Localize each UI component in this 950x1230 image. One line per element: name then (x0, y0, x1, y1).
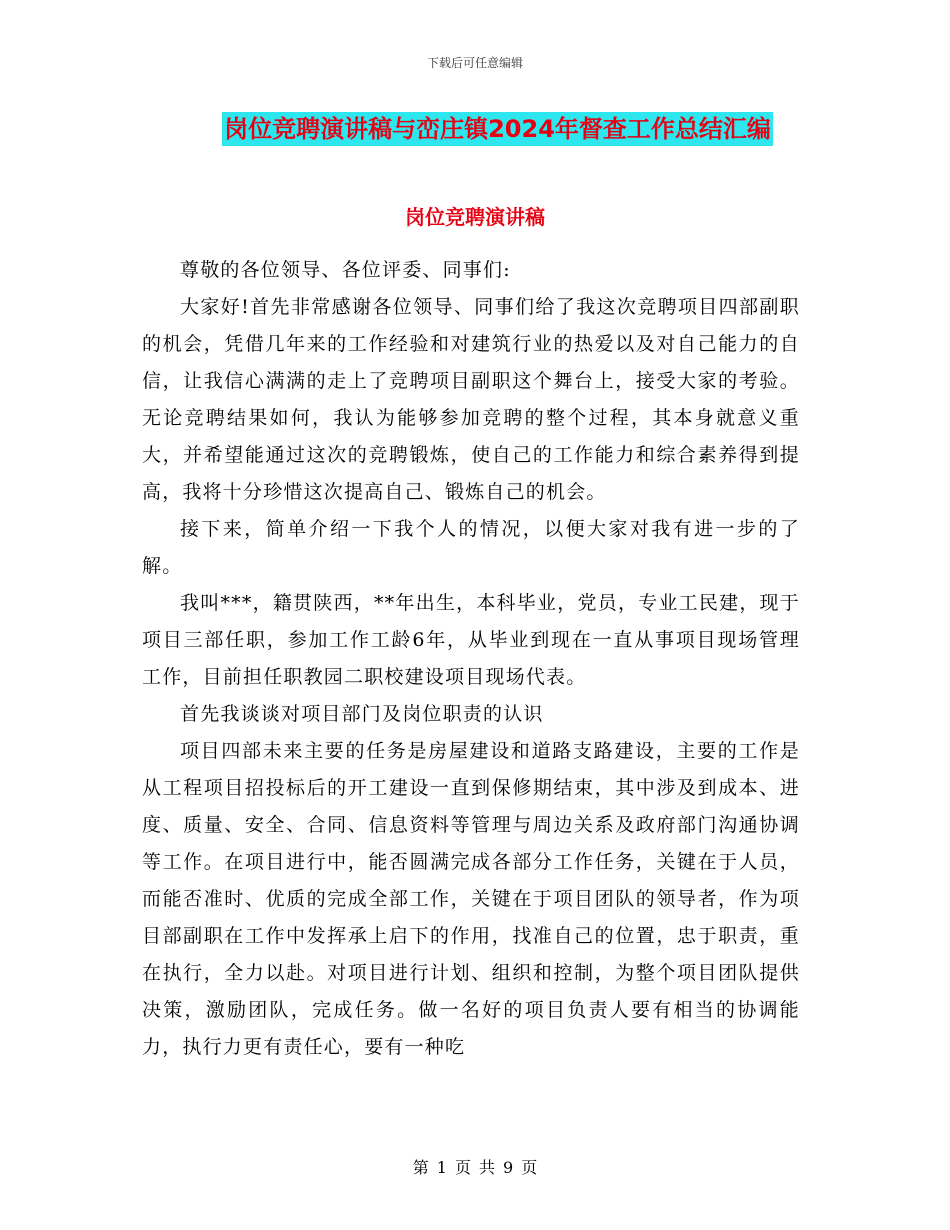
paragraph-self-introduction: 我叫***，籍贯陕西，**年出生，本科毕业，党员，专业工民建，现于项目三部任职，参加工作工龄6年，从毕业到现在一直从事项目现场管理工作，目前担任职教园二职校建设项目现场代表。 (142, 592, 800, 688)
paragraph-subheading: 首先我谈谈对项目部门及岗位职责的认识 (180, 703, 544, 725)
footer-total-pages: 9 (503, 1158, 514, 1177)
document-title (0, 112, 950, 146)
footer-total-word: 共 (479, 1158, 496, 1177)
paragraph-intro: 接下来，简单介绍一下我个人的情况，以便大家对我有进一步的了解。 (142, 518, 800, 577)
paragraph-department-duties: 项目四部未来主要的任务是房屋建设和道路支路建设，主要的工作是从工程项目招投标后的开工建设一直到保修期结束，其中涉及到成本、进度、质量、安全、合同、信息资料等管理与周边关系及政府部门沟通协调等工作。在项目进行中，能否圆满完成各部分工作任务，关键在于人员，而能否准时、优质的完成全部工作，关键在于项目团队的领导者，作为项目部副职在工作中发挥承上启下的作用，找准自己的位置，忠于职责，重在执行，全力以赴。对项目进行计划、组织和控制，为整个项目团队提供决策，激励团队，完成任务。做一名好的项目负责人要有相当的协调能力，执行力更有责任心，要有一种吃 (142, 740, 800, 1058)
footer-suffix: 页 (521, 1158, 538, 1177)
header-note: 下载后可任意编辑 (426, 56, 523, 70)
section-title: 岗位竞聘演讲稿 (405, 205, 545, 229)
paragraph-greeting: 尊敬的各位领导、各位评委、同事们: (180, 259, 511, 281)
footer-page-word: 页 (454, 1158, 471, 1177)
page-footer (0, 1155, 950, 1178)
footer-prefix: 第 (412, 1158, 429, 1177)
paragraph-opening: 大家好!首先非常感谢各位领导、同事们给了我这次竞聘项目四部副职的机会，凭借几年来的工作经验和对建筑行业的热爱以及对自己能力的自信，让我信心满满的走上了竞聘项目副职这个舞台上，接受大家的考验。无论竞聘结果如何，我认为能够参加竞聘的整个过程，其本身就意义重大，并希望能通过这次的竞聘锻炼，使自己的工作能力和综合素养得到提高，我将十分珍惜这次提高自己、锻炼自己的机会。 (142, 296, 800, 503)
document-body (142, 252, 800, 1066)
footer-current-page: 1 (436, 1158, 447, 1177)
document-title-text: 岗位竞聘演讲稿与峦庄镇2024年督查工作总结汇编 (222, 112, 773, 146)
